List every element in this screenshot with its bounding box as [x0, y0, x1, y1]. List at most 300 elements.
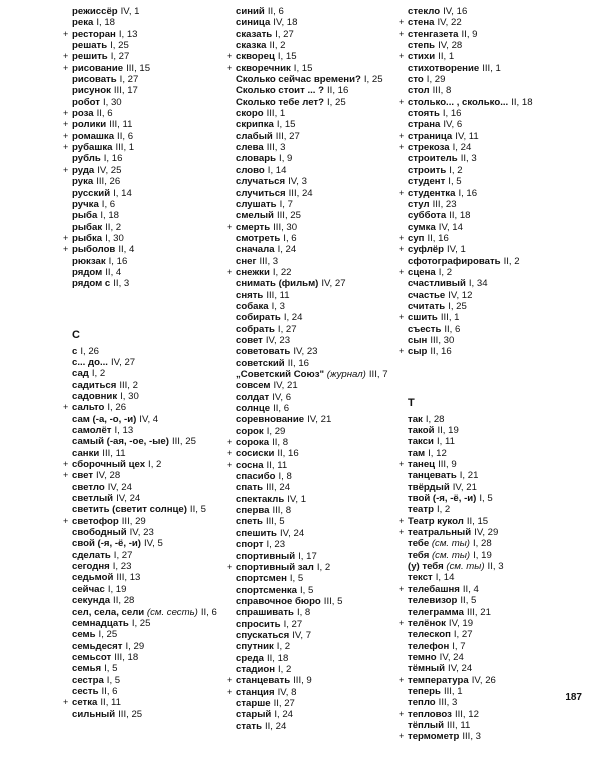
plus-marker: + [399, 17, 405, 28]
entry-word: суфлёр [408, 244, 444, 256]
entry-word: ручка [72, 198, 99, 210]
entry-reference: IV, 6 [272, 391, 292, 403]
entry-word: спектакль [236, 493, 285, 505]
dictionary-entry [72, 709, 230, 720]
entry-word: снег [236, 255, 257, 267]
dictionary-entry [399, 96, 596, 108]
dictionary-entry [236, 74, 404, 85]
entry-word: рыболов [72, 244, 116, 256]
dictionary-entry [63, 51, 233, 63]
entry-word: смелый [236, 210, 274, 222]
dictionary-entry [236, 516, 404, 527]
entry-word: сперва [236, 505, 270, 517]
entry-reference: I, 26 [80, 345, 100, 357]
dictionary-entry [408, 256, 596, 267]
entry-reference: I, 11 [436, 436, 455, 448]
entry-reference: I, 2 [278, 663, 292, 675]
dictionary-entry [408, 448, 596, 459]
entry-reference: IV, 1 [447, 244, 466, 256]
entry-word: скворечник [236, 62, 291, 74]
entry-word: танец [408, 459, 436, 471]
entry-reference: II, 2 [269, 40, 286, 52]
dictionary-entry [236, 471, 404, 482]
entry-reference: IV, 8 [277, 686, 297, 698]
entry-word: спорт [236, 539, 264, 551]
entry-reference: III, 25 [276, 210, 301, 222]
entry-word: среда [236, 652, 264, 664]
plus-marker: + [63, 108, 69, 119]
dictionary-entry [408, 119, 596, 130]
entry-word: солнце [236, 403, 271, 415]
dictionary-entry [72, 40, 230, 51]
entry-word: стоять [408, 108, 440, 120]
dictionary-entry [227, 221, 404, 233]
entry-reference: IV, 24 [448, 663, 473, 675]
plus-marker: + [399, 674, 405, 685]
dictionary-entry [227, 686, 404, 698]
plus-marker: + [63, 697, 69, 708]
column-2 [227, 6, 404, 732]
entry-word: скоро [236, 108, 264, 120]
dictionary-entry [63, 119, 230, 131]
dictionary-entry [236, 119, 404, 130]
entry-word: телефон [408, 640, 450, 652]
entry-word: синица [236, 17, 271, 29]
entry-word: сейчас [72, 583, 105, 595]
plus-marker: + [227, 51, 233, 62]
entry-gloss: (см. сесть) [146, 606, 198, 618]
entry-word: „Советский Союз" [236, 369, 325, 380]
entry-reference: I, 25 [448, 300, 467, 312]
entry-reference: III, 7 [368, 369, 388, 380]
entry-reference: I, 7 [452, 640, 466, 652]
entry-reference: III, 3 [259, 255, 279, 267]
dictionary-entry [236, 403, 404, 414]
entry-reference: III, 25 [118, 708, 143, 720]
entry-reference: III, 11 [266, 289, 290, 301]
entry-word: сцена [408, 266, 436, 278]
entry-reference: III, 15 [126, 62, 151, 74]
entry-reference: II, 3 [460, 153, 477, 165]
entry-word: строить [408, 164, 447, 176]
dictionary-entry [236, 551, 404, 562]
dictionary-entry [236, 312, 404, 323]
entry-reference: III, 21 [466, 606, 491, 618]
entry-reference: IV, 24 [439, 651, 464, 663]
dictionary-entry [63, 232, 230, 244]
plus-marker: + [399, 346, 405, 357]
entry-word: суббота [408, 210, 447, 222]
dictionary-entry [236, 596, 404, 607]
entry-reference: III, 30 [430, 334, 455, 346]
dictionary-entry [72, 391, 230, 402]
entry-word: счастливый [408, 278, 466, 290]
entry-reference: I, 18 [96, 17, 116, 29]
dictionary-entry [236, 29, 404, 40]
entry-reference: I, 18 [100, 210, 119, 222]
entry-reference: III, 23 [432, 198, 457, 210]
dictionary-entry [72, 595, 230, 606]
dictionary-entry [236, 40, 404, 51]
entry-reference: IV, 11 [455, 130, 479, 142]
dictionary-entry [399, 266, 596, 278]
entry-reference: IV, 1 [287, 493, 307, 505]
entry-word: съесть [408, 323, 442, 335]
entry-word: старше [236, 697, 271, 709]
entry-word: собака [236, 300, 269, 312]
entry-word: текст [408, 572, 433, 584]
dictionary-entry [72, 6, 230, 17]
column-3 [399, 6, 596, 743]
dictionary-entry [72, 618, 230, 629]
dictionary-entry [408, 414, 596, 425]
entry-word: (у) тебя [408, 561, 444, 573]
entry-reference: III, 11 [447, 719, 471, 731]
entry-word: спутник [236, 641, 274, 653]
entry-word: солдат [236, 391, 270, 403]
entry-word: санки [72, 447, 100, 459]
entry-reference: I, 15 [293, 62, 313, 74]
entry-word: сделать [72, 549, 111, 561]
dictionary-entry [236, 721, 404, 732]
entry-word: случиться [236, 187, 286, 199]
entry-word: такси [408, 436, 434, 448]
entry-reference: I, 28 [425, 413, 445, 425]
entry-reference: IV, 22 [437, 17, 462, 29]
entry-reference: II, 6 [273, 403, 290, 415]
entry-reference: IV, 21 [452, 481, 477, 493]
entry-reference: IV, 27 [110, 356, 136, 368]
plus-marker: + [399, 266, 405, 277]
plus-marker: + [63, 459, 69, 470]
column-1 [63, 6, 233, 720]
entry-reference: IV, 12 [448, 289, 473, 301]
entry-word: сад [72, 368, 89, 380]
dictionary-entry [408, 40, 596, 51]
entry-reference: III, 3 [438, 697, 458, 709]
entry-word: сосиски [236, 448, 275, 460]
plus-marker: + [227, 266, 233, 277]
entry-word: там [408, 447, 426, 459]
entry-reference: I, 30 [102, 96, 122, 108]
entry-reference: III, 24 [288, 187, 313, 199]
entry-word: светофор [72, 515, 119, 527]
dictionary-entry [236, 188, 404, 199]
dictionary-entry [399, 28, 596, 40]
entry-reference: I, 23 [266, 539, 286, 551]
dictionary-entry [408, 470, 596, 481]
entry-reference: III, 1 [266, 108, 286, 120]
dictionary-entry [236, 573, 404, 584]
entry-word: стать [236, 720, 262, 732]
entry-reference: III, 8 [272, 505, 292, 517]
entry-reference: II, 6 [117, 130, 134, 142]
entry-reference: IV, 18 [273, 17, 298, 29]
entry-reference: III, 26 [96, 176, 121, 188]
entry-reference: III, 1 [443, 685, 463, 697]
dictionary-entry [408, 652, 596, 663]
entry-reference: II, 4 [118, 244, 135, 256]
dictionary-entry [236, 290, 404, 301]
dictionary-entry [236, 528, 404, 539]
entry-reference: I, 15 [276, 119, 296, 131]
entry-word: сшить [408, 312, 438, 324]
entry-word: сын [408, 334, 428, 346]
dictionary-entry [72, 493, 230, 504]
entry-word: стул [408, 198, 430, 210]
entry-word: спеть [236, 516, 263, 528]
entry-word: руда [72, 164, 95, 176]
entry-reference: I, 19 [107, 583, 127, 595]
dictionary-entry [408, 595, 596, 606]
dictionary-entry [72, 278, 230, 289]
entry-reference: I, 8 [278, 471, 292, 483]
entry-word: сорока [236, 437, 270, 449]
entry-word: советский [236, 357, 285, 369]
entry-reference: I, 27 [453, 629, 473, 641]
entry-reference: IV, 26 [471, 674, 496, 686]
dictionary-entry [72, 685, 233, 697]
dictionary-entry [72, 210, 230, 221]
entry-reference: II, 11 [266, 459, 288, 471]
entry-word: сорок [236, 425, 264, 437]
dictionary-entry [399, 674, 596, 686]
entry-word: слабый [236, 130, 273, 142]
entry-reference: IV, 16 [443, 6, 468, 17]
entry-word: стенгазета [408, 28, 459, 40]
entry-word: словарь [236, 153, 277, 165]
plus-marker: + [227, 459, 233, 470]
dictionary-entry [408, 436, 596, 447]
dictionary-entry [72, 414, 230, 425]
entry-reference: I, 24 [283, 312, 303, 324]
entry-word: рисование [72, 62, 124, 74]
entry-reference: III, 30 [273, 221, 298, 233]
entry-word: совсем [236, 380, 271, 392]
entry-reference: I, 29 [426, 74, 446, 86]
entry-word: тепловоз [408, 708, 452, 720]
entry-reference: II, 16 [430, 346, 452, 358]
entry-word: садовник [72, 390, 118, 402]
entry-word: термометр [408, 731, 460, 743]
entry-reference: II, 9 [461, 28, 478, 40]
dictionary-entry [408, 663, 596, 674]
plus-marker: + [399, 583, 405, 594]
plus-marker: + [399, 312, 405, 323]
entry-reference: II, 2 [105, 221, 122, 233]
dictionary-entry [408, 210, 596, 221]
entry-reference: I, 15 [277, 51, 297, 63]
entry-word: справочное бюро [236, 595, 321, 607]
entry-word: рисунок [72, 85, 111, 97]
entry-reference: I, 19 [473, 549, 492, 561]
entry-word: стихотворение [408, 62, 480, 74]
entry-word: седьмой [72, 572, 114, 584]
plus-marker: + [227, 437, 233, 448]
entry-reference: I, 28 [473, 538, 492, 550]
entry-word: рисовать [72, 74, 117, 86]
entry-word: снять [236, 289, 264, 301]
dictionary-entry [236, 256, 404, 267]
dictionary-entry [408, 290, 596, 301]
entry-word: сыр [408, 346, 428, 358]
entry-reference: IV, 4 [139, 413, 159, 425]
entry-reference: II, 6 [444, 323, 461, 335]
entry-reference: II, 16 [287, 357, 310, 369]
plus-marker: + [399, 130, 405, 141]
entry-reference: III, 17 [113, 85, 138, 97]
plus-marker: + [399, 731, 405, 742]
entry-word: сам (-а, -о, -и) [72, 413, 137, 425]
entry-reference: IV, 3 [288, 176, 307, 188]
dictionary-entry [236, 17, 404, 28]
entry-reference: IV, 21 [307, 414, 332, 426]
entry-reference: IV, 28 [438, 40, 463, 52]
entry-word: скрипка [236, 119, 274, 131]
entry-reference: II, 6 [267, 6, 284, 17]
entry-word: твой (-я, -ё, -и) [408, 493, 477, 505]
dictionary-entry [72, 199, 230, 210]
entry-word: телёнок [408, 617, 446, 629]
dictionary-entry [236, 153, 404, 164]
entry-reference: I, 12 [428, 447, 447, 459]
entry-word: рыбак [72, 221, 103, 233]
entry-reference: II, 16 [326, 85, 349, 97]
entry-reference: I, 27 [119, 74, 139, 86]
entry-reference: III, 1 [440, 312, 460, 324]
entry-reference: IV, 23 [265, 334, 291, 346]
entry-word: температура [408, 674, 469, 686]
entry-word: свет [72, 470, 94, 482]
entry-reference: I, 2 [91, 368, 106, 380]
dictionary-entry [236, 607, 404, 618]
entry-reference: III, 9 [293, 675, 312, 687]
dictionary-entry [72, 572, 230, 583]
entry-reference: I, 7 [279, 198, 293, 210]
dictionary-entry [72, 550, 230, 561]
plus-marker: + [63, 51, 69, 62]
entry-word: синий [236, 6, 265, 17]
dictionary-entry [408, 324, 596, 335]
entry-reference: I, 5 [289, 573, 304, 585]
entry-reference: II, 16 [277, 448, 299, 460]
plus-marker: + [399, 515, 405, 526]
plus-marker: + [227, 62, 233, 73]
dictionary-entry [72, 504, 230, 515]
entry-word: рядом с [72, 278, 111, 290]
dictionary-entry [227, 62, 404, 74]
entry-word: студент [408, 176, 446, 188]
dictionary-entry [408, 85, 596, 96]
dictionary-entry [408, 6, 596, 17]
dictionary-entry [408, 335, 596, 346]
entry-word: спать [236, 482, 264, 494]
dictionary-entry [408, 176, 596, 187]
dictionary-entry [72, 17, 230, 28]
entry-reference: II, 5 [460, 595, 477, 607]
dictionary-entry [399, 346, 596, 358]
dictionary-entry [72, 663, 230, 674]
entry-reference: I, 26 [107, 402, 127, 414]
entry-word: рядом [72, 266, 103, 278]
entry-word: станцевать [236, 675, 291, 687]
entry-gloss: (см. ты) [431, 538, 470, 550]
dictionary-entry [63, 62, 233, 74]
entry-reference: I, 2 [436, 504, 451, 516]
entry-reference: I, 30 [120, 390, 139, 402]
entry-word: сильный [72, 708, 116, 720]
dictionary-entry [236, 482, 404, 493]
entry-word: решать [72, 40, 108, 52]
entry-word: совет [236, 334, 263, 346]
dictionary-entry [236, 335, 404, 346]
entry-reference: IV, 24 [279, 527, 305, 539]
entry-word: светло [72, 481, 105, 493]
dictionary-entry [399, 244, 596, 256]
entry-reference: III, 3 [266, 142, 286, 154]
dictionary-entry [236, 664, 404, 675]
dictionary-entry [227, 51, 404, 63]
entry-reference: I, 14 [113, 187, 132, 199]
entry-reference: I, 25 [110, 40, 129, 52]
entry-reference: I, 27 [275, 28, 294, 40]
entry-reference: I, 5 [448, 176, 462, 188]
plus-marker: + [399, 232, 405, 243]
entry-word: садиться [72, 379, 117, 391]
entry-word: река [72, 17, 94, 29]
plus-marker: + [227, 448, 233, 459]
entry-word: собирать [236, 312, 281, 324]
entry-reference: II, 24 [264, 720, 287, 732]
dictionary-entry [227, 448, 404, 460]
entry-reference: IV, 6 [443, 119, 463, 131]
dictionary-entry [408, 720, 596, 731]
entry-word: случаться [236, 176, 286, 188]
entry-reference: IV, 5 [144, 538, 163, 550]
entry-word: сетка [72, 697, 98, 709]
dictionary-entry [399, 312, 596, 324]
entry-word: такой [408, 425, 435, 436]
entry-word: собрать [236, 323, 275, 335]
entry-word: спасибо [236, 471, 276, 483]
dictionary-entry [408, 222, 596, 233]
entry-word: сборочный цех [72, 459, 146, 471]
plus-marker: + [399, 708, 405, 719]
entry-reference: III, 5 [323, 595, 343, 607]
spacer [72, 290, 230, 324]
plus-marker: + [399, 142, 405, 153]
dictionary-entry [236, 176, 404, 187]
dictionary-entry [408, 504, 596, 515]
entry-reference: II, 11 [100, 697, 122, 709]
dictionary-entry [63, 515, 230, 527]
entry-reference: IV, 14 [438, 221, 463, 233]
entry-word: танцевать [408, 470, 457, 482]
entry-word: сестра [72, 674, 104, 686]
entry-reference: II, 28 [113, 595, 135, 607]
entry-reference: I, 30 [105, 232, 124, 244]
entry-word: рубль [72, 153, 101, 165]
entry-word: столько... , сколько... [408, 96, 509, 108]
dictionary-entry [236, 85, 404, 96]
entry-word: театр [408, 504, 434, 516]
entry-word: спортивный [236, 550, 296, 562]
entry-word: театральный [408, 527, 472, 539]
plus-marker: + [63, 164, 69, 175]
entry-word: телебашня [408, 583, 460, 595]
entry-word: ролики [72, 119, 107, 131]
entry-reference: I, 16 [458, 187, 478, 199]
